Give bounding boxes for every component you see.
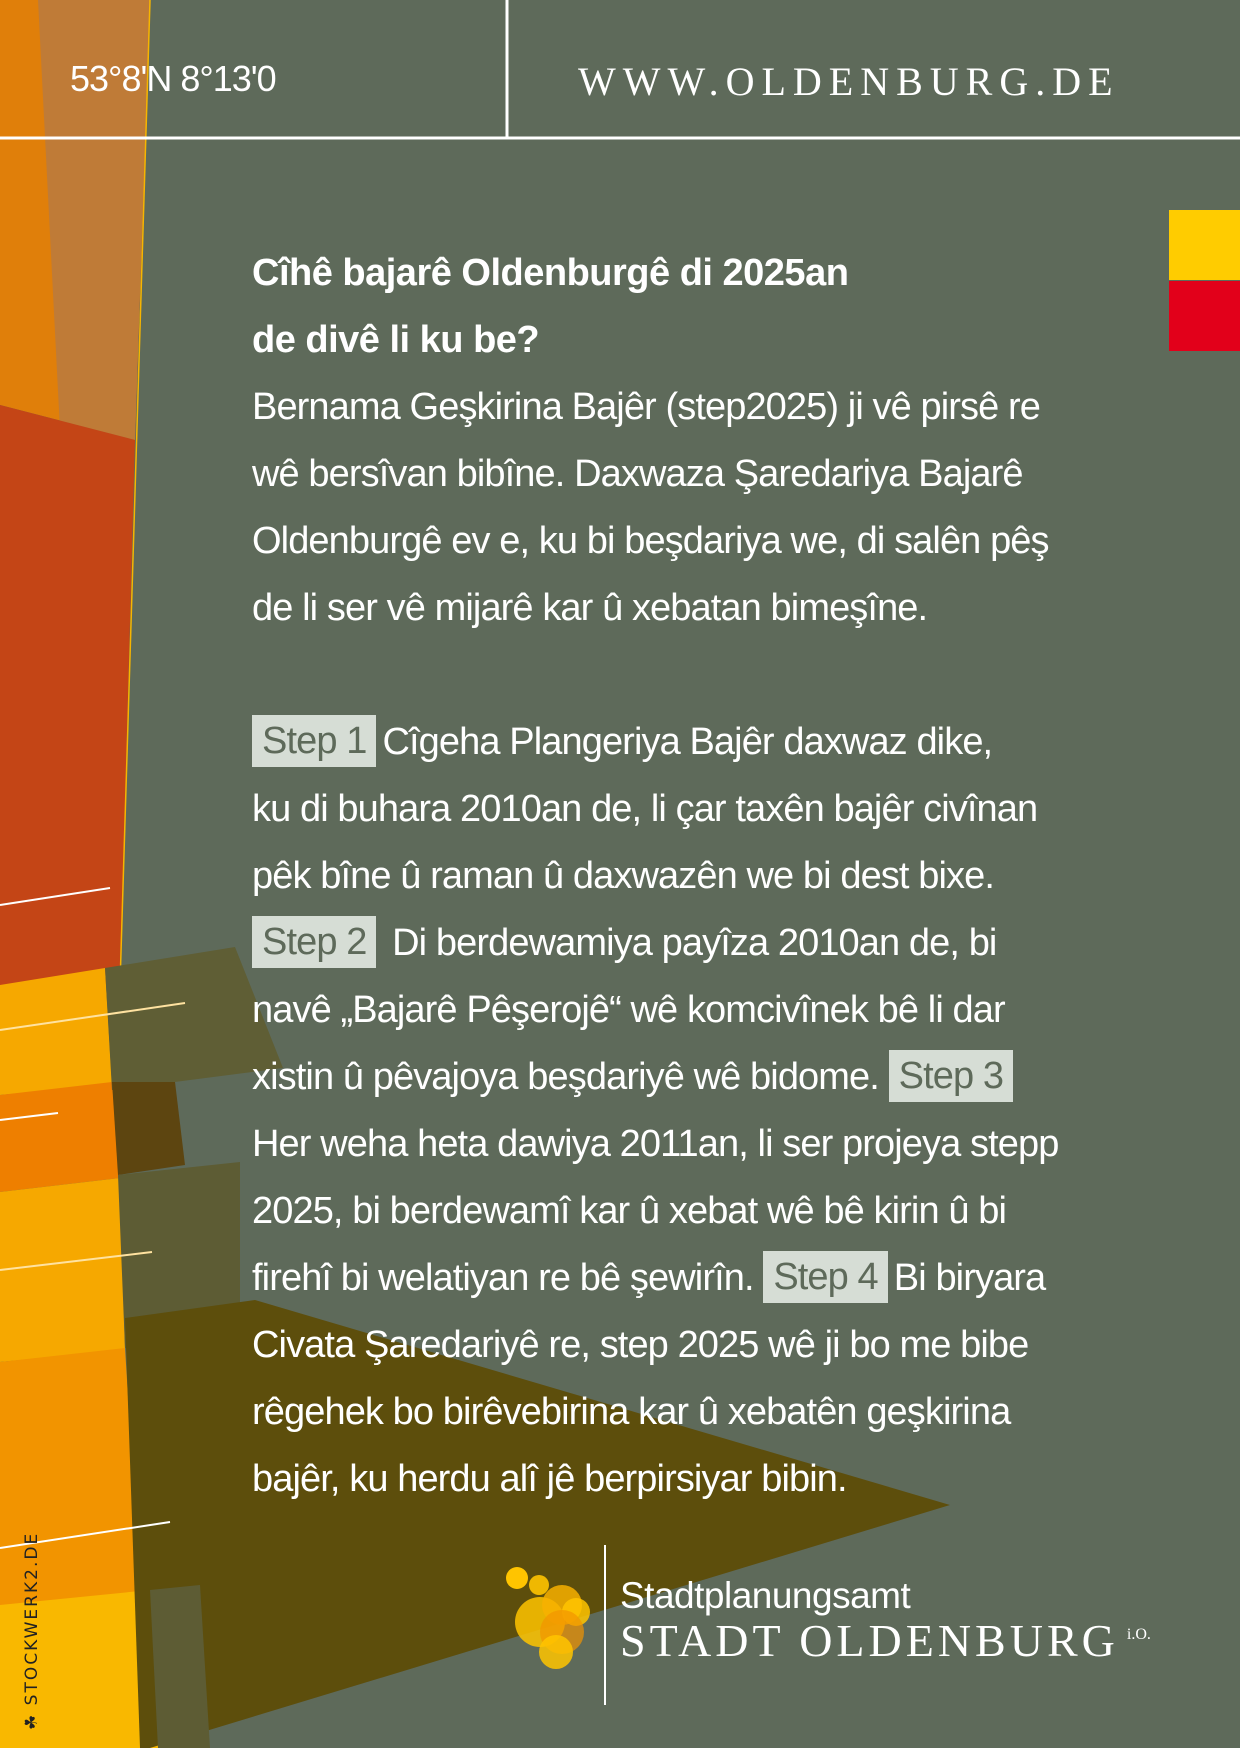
coordinates-label: 53°8'N 8°13'0 (70, 58, 276, 99)
trefoil-icon: ☘ (22, 1712, 42, 1730)
flag-yellow-stripe (1169, 210, 1240, 280)
step-2-badge: Step 2 (252, 916, 376, 968)
step-4-badge: Step 4 (763, 1251, 887, 1303)
logo-subtitle: Stadtplanungsamt (620, 1575, 911, 1616)
text-line: ku di buhara 2010an de, li çar taxên bajêr civînan (252, 788, 1038, 830)
intro-line: Bernama Geşkirina Bajêr (step2025) ji vê pirsê re (252, 386, 1041, 428)
text-line: 2025, bi berdewamî kar û xebat wê bê kirin û bi (252, 1190, 1007, 1232)
step-1-badge: Step 1 (252, 715, 376, 767)
text-line: rêgehek bo birêvebirina kar û xebatên geşkirina (252, 1391, 1011, 1433)
article-title (252, 240, 1172, 374)
text-line: bajêr, ku herdu alî jê berpirsiyar bibin. (252, 1458, 847, 1500)
intro-line: Oldenburgê ev e, ku bi beşdariya we, di salên pêş (252, 520, 1049, 562)
text-line: Civata Şaredariyê re, step 2025 wê ji bo me bibe (252, 1324, 1029, 1366)
text-line: pêk bîne û raman û daxwazên we bi dest bixe. (252, 855, 994, 897)
text-line: Cîgeha Plangeriya Bajêr daxwaz dike, (382, 721, 993, 763)
intro-paragraph (252, 374, 1172, 642)
title-line-2: de divê li ku be? (252, 319, 540, 361)
logo-suffix: i.O. (1126, 1626, 1151, 1643)
city-logo-bubbles-icon (500, 1560, 600, 1670)
flag-red-stripe (1169, 281, 1240, 351)
text-line: Bi biryara (893, 1257, 1046, 1299)
logo-name (620, 1614, 1151, 1667)
website-url-link[interactable]: WWW.OLDENBURG.DE (578, 59, 1120, 104)
text-line: Her weha heta dawiya 2011an, li ser projeya stepp (252, 1123, 1059, 1165)
article-body (252, 240, 1172, 1513)
intro-line: de li ser vê mijarê kar û xebatan bimeşîne. (252, 587, 928, 629)
text-line: Di berdewamiya payîza 2010an de, bi (392, 922, 997, 964)
title-line-1: Cîhê bajarê Oldenburgê di 2025an (252, 252, 849, 294)
credit-text: STOCKWERK2.DE (22, 1531, 42, 1706)
text-line: firehî bi welatiyan re bê şewirîn. (252, 1257, 754, 1299)
logo-name-text: STADT OLDENBURG (620, 1615, 1119, 1666)
text-line: xistin û pêvajoya beşdariyê wê bidome. (252, 1056, 879, 1098)
designer-credit (22, 1532, 42, 1730)
step-3-badge: Step 3 (889, 1050, 1013, 1102)
text-line: navê „Bajarê Pêşerojê“ wê komcivînek bê li dar (252, 989, 1005, 1031)
steps-paragraph (252, 709, 1172, 1513)
intro-line: wê bersîvan bibîne. Daxwaza Şaredariya Bajarê (252, 453, 1023, 495)
logo-divider (604, 1545, 606, 1705)
